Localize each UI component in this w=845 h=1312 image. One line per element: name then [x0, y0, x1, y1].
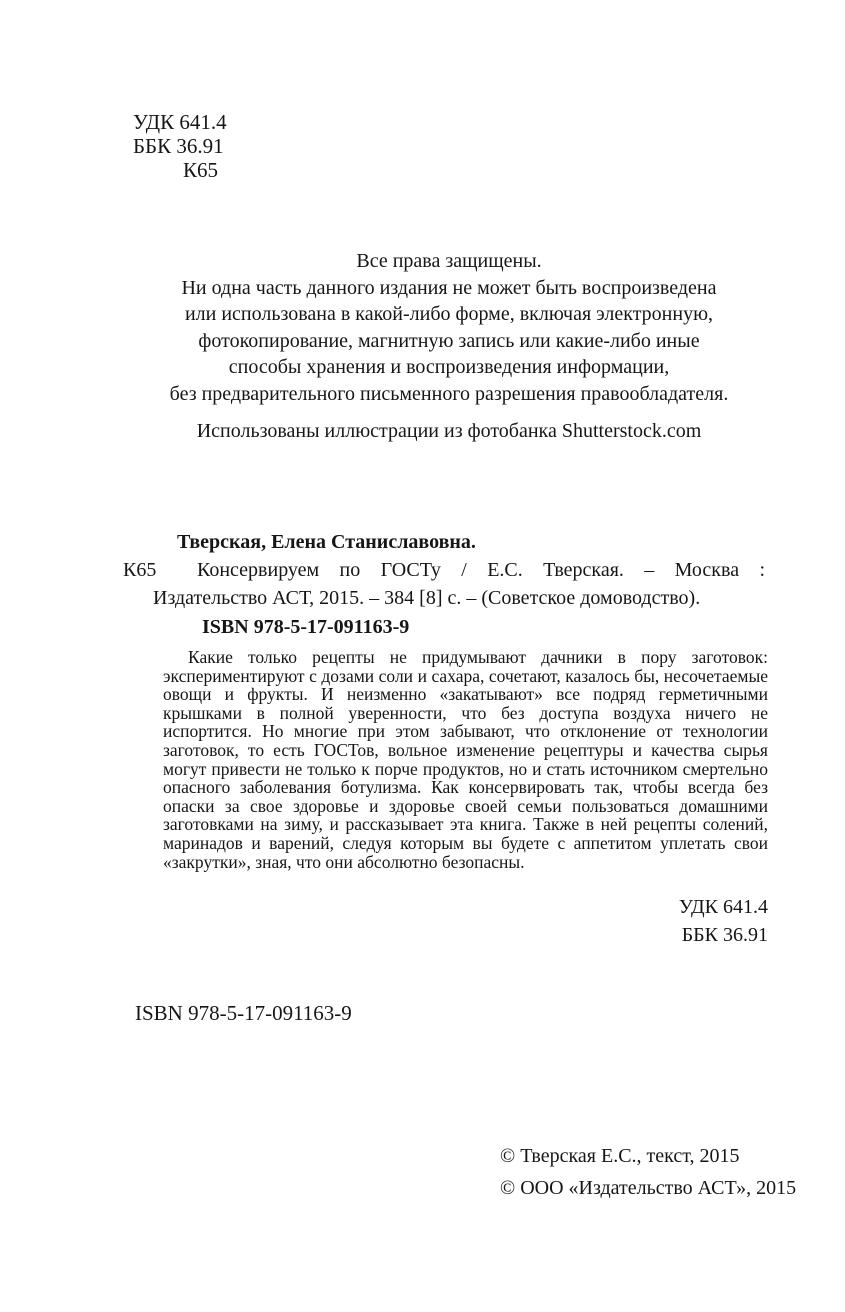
top-catalog-codes — [133, 110, 227, 182]
bottom-catalog-codes — [679, 893, 768, 949]
annotation-paragraph: Какие только рецепты не придумывают дачники в пору заготовок: экспериментируют с дозами соли и сахара, сочетают, казалось бы, несочетаемые овощи и фрукты. И неизменно «закатывают» все подряд герметичными крышками в полной уверенности, что без доступа воздуха ничего не испортится. Но многие при этом забывают, что отклонение от технологии заготовок, то есть ГОСТов, вольное изменение рецептуры и качества сырья могут привести не только к порче продуктов, но и стать источником смертельно опасного заболевания ботулизма. Как консервировать так, чтобы всегда без опаски за свое здоровье и здоровье своей семьи пользоваться домашними заготовками на зиму, и рассказывает эта книга. Также в ней рецепты солений, маринадов и варений, следуя которым вы будете с аппетитом уплетать свои «закрутки», зная, что они абсолютно безопасны. — [163, 647, 768, 872]
copyright-block — [500, 1140, 796, 1204]
catalog-imprint-line: Издательство АСТ, 2015. – 384 [8] с. – (Советское домоводство). — [153, 587, 701, 609]
isbn-footer: ISBN 978-5-17-091163-9 — [135, 1001, 352, 1025]
catalog-author-heading: Тверская, Елена Станиславовна. — [177, 531, 476, 553]
rights-line: без предварительного письменного разрешения правообладателя. — [169, 382, 729, 405]
bbk-code: ББК 36.91 — [681, 924, 768, 946]
rights-notice — [135, 248, 763, 408]
rights-line: способы хранения и воспроизведения информации, — [228, 356, 670, 379]
rights-line: Все права защищены. — [356, 250, 542, 272]
copyright-line: © Тверская Е.С., текст, 2015 — [500, 1145, 740, 1167]
udk-code: УДК 641.4 — [678, 896, 768, 918]
udk-code: УДК 641.4 — [133, 110, 227, 134]
catalog-isbn: ISBN 978-5-17-091163-9 — [202, 616, 410, 638]
illustration-credit: Использованы иллюстрации из фотобанка Shutterstock.com — [196, 420, 702, 442]
catalog-title-line: Консервируем по ГОСТу / Е.С. Тверская. – Москва : — [197, 559, 765, 581]
rights-line: Ни одна часть данного издания не может быть воспроизведена — [181, 276, 717, 299]
rights-line: или использована в какой-либо форме, включая электронную, — [184, 303, 714, 326]
copyright-line: © ООО «Издательство АСТ», 2015 — [500, 1177, 797, 1199]
bbk-code: ББК 36.91 — [133, 134, 224, 158]
author-sign: К65 — [183, 158, 219, 182]
rights-line: фотокопирование, магнитную запись или какие-либо иные — [198, 329, 700, 352]
catalog-author-sign: К65 — [123, 559, 157, 581]
